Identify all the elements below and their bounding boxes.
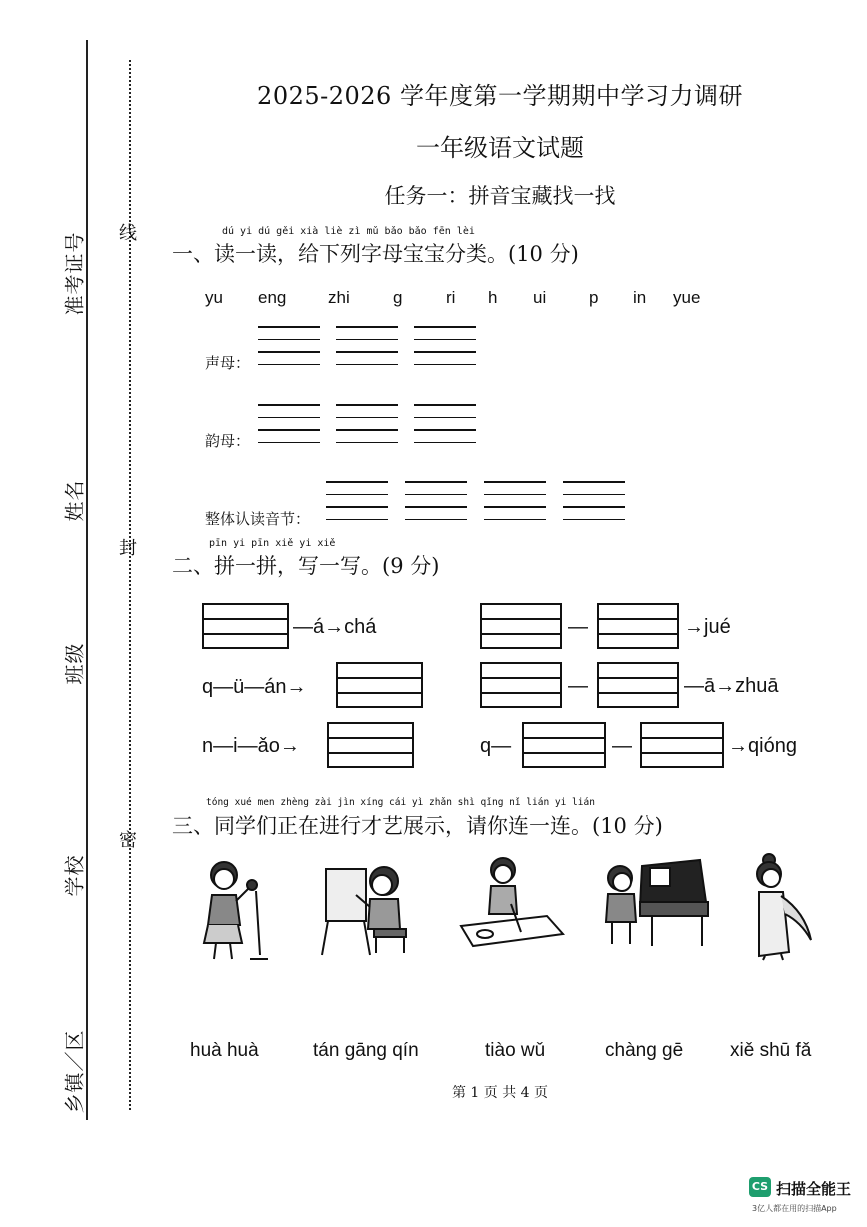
q2-answer-box[interactable] <box>336 662 423 708</box>
q2-answer-box[interactable] <box>327 722 414 768</box>
q1-writing-line[interactable] <box>405 481 467 521</box>
q1-letter: g <box>393 288 403 307</box>
q2-row3-dash: — <box>612 735 632 757</box>
margin-dotted-line <box>129 60 131 1110</box>
q3-answer[interactable]: tiào wǔ <box>485 1040 546 1061</box>
field-zkzh <box>60 232 90 316</box>
q3-pinyin: tóng xué men zhèng zài jìn xíng cái yì zhǎn shì qǐng nǐ lián yi lián <box>206 797 595 808</box>
margin-field-label: 名 姓 <box>62 480 87 522</box>
q1-letter: h <box>488 288 498 307</box>
q3-answer[interactable]: huà huà <box>190 1040 259 1061</box>
q1-letter: ri <box>446 288 456 307</box>
q2-row3-left-formula: n—i—ǎo→ <box>202 735 300 757</box>
q1-label-zhengti: 整体认读音节： <box>205 510 311 528</box>
girl-calligraphy-image[interactable] <box>455 852 570 952</box>
q1-writing-line[interactable] <box>414 404 476 444</box>
field-name <box>60 480 90 522</box>
page-number: 第 1 页 共 4 页 <box>451 1085 549 1101</box>
q2-row2-dash: — <box>568 675 588 697</box>
q2-row1-right-formula: →jué <box>684 616 731 638</box>
q1-letter: yue <box>673 288 701 307</box>
q1-writing-line[interactable] <box>336 326 398 366</box>
q1-label-yunmu: 韵母： <box>205 432 251 450</box>
q1-pinyin: dú yi dú gěi xià liè zì mǔ bǎo bǎo fēn lèi <box>222 226 475 237</box>
q1-writing-line[interactable] <box>414 326 476 366</box>
task-title: 任务一：拼音宝藏找一找 <box>384 184 616 208</box>
margin-field-label: 校 学 <box>62 855 87 897</box>
field-class <box>60 643 90 685</box>
seal-word-mi: 密 <box>119 830 137 851</box>
girl-singing-image[interactable] <box>196 855 276 965</box>
scanner-app-name: 扫描全能王 <box>776 1180 852 1198</box>
q3-answer[interactable]: tán gāng qín <box>313 1040 419 1061</box>
q1-writing-line[interactable] <box>258 404 320 444</box>
q1-writing-line[interactable] <box>326 481 388 521</box>
boy-piano-image[interactable] <box>600 852 710 952</box>
scanner-tagline: 3亿人都在用的扫描App <box>752 1204 837 1213</box>
q1-label-shengmu: 声母： <box>205 354 251 372</box>
q2-row1-left-formula: —á→chá <box>293 616 377 638</box>
q2-row2-right-formula: —ā→zhuā <box>684 675 779 697</box>
q1-writing-line[interactable] <box>563 481 625 521</box>
exam-subtitle: 一年级语文试题 <box>416 134 584 162</box>
q2-row3-q: q— <box>480 735 512 757</box>
q2-row3-right-formula: →qióng <box>728 735 797 757</box>
q1-letter: eng <box>258 288 287 307</box>
q1-letter: ui <box>533 288 547 307</box>
q1-writing-line[interactable] <box>336 404 398 444</box>
q2-answer-box[interactable] <box>597 603 679 649</box>
boy-painting-image[interactable] <box>318 855 413 960</box>
q2-row2-left-formula: q—ü—án→ <box>202 676 307 698</box>
q1-writing-line[interactable] <box>484 481 546 521</box>
q1-letter: p <box>589 288 599 307</box>
q3-heading: 三、同学们正在进行才艺展示，请你连一连。(10 分) <box>172 814 663 838</box>
q2-answer-box[interactable] <box>640 722 724 768</box>
q2-answer-box[interactable] <box>202 603 289 649</box>
margin-solid-line <box>86 40 88 1120</box>
seal-word-feng: 封 <box>119 538 137 559</box>
q2-answer-box[interactable] <box>522 722 606 768</box>
q1-letter: in <box>633 288 647 307</box>
q2-answer-box[interactable] <box>480 603 562 649</box>
field-school <box>60 855 90 897</box>
q3-answer[interactable]: chàng gē <box>605 1040 684 1061</box>
margin-field-label: 级 班 <box>62 643 87 685</box>
q1-letter: yu <box>205 288 223 307</box>
q3-answer[interactable]: xiě shū fǎ <box>730 1040 812 1061</box>
q2-row1-dash: — <box>568 616 588 638</box>
q2-answer-box[interactable] <box>597 662 679 708</box>
scanner-badge-icon: CS <box>749 1177 771 1197</box>
margin-field-label: 号 证 考 准 <box>62 232 87 316</box>
exam-title: 2025-2026 学年度第一学期期中学习力调研 <box>257 82 743 110</box>
q1-heading: 一、读一读，给下列字母宝宝分类。(10 分) <box>172 242 579 266</box>
seal-word-xian: 线 <box>119 223 137 244</box>
q2-heading: 二、拼一拼，写一写。(9 分) <box>172 554 440 578</box>
q2-answer-box[interactable] <box>480 662 562 708</box>
q2-pinyin: pīn yi pīn xiě yi xiě <box>209 538 336 549</box>
q1-writing-line[interactable] <box>258 326 320 366</box>
girl-dancing-image[interactable] <box>745 852 820 962</box>
q1-letter: zhi <box>328 288 350 307</box>
margin-field-label: 区 ／ 镇 乡 <box>62 1030 87 1114</box>
